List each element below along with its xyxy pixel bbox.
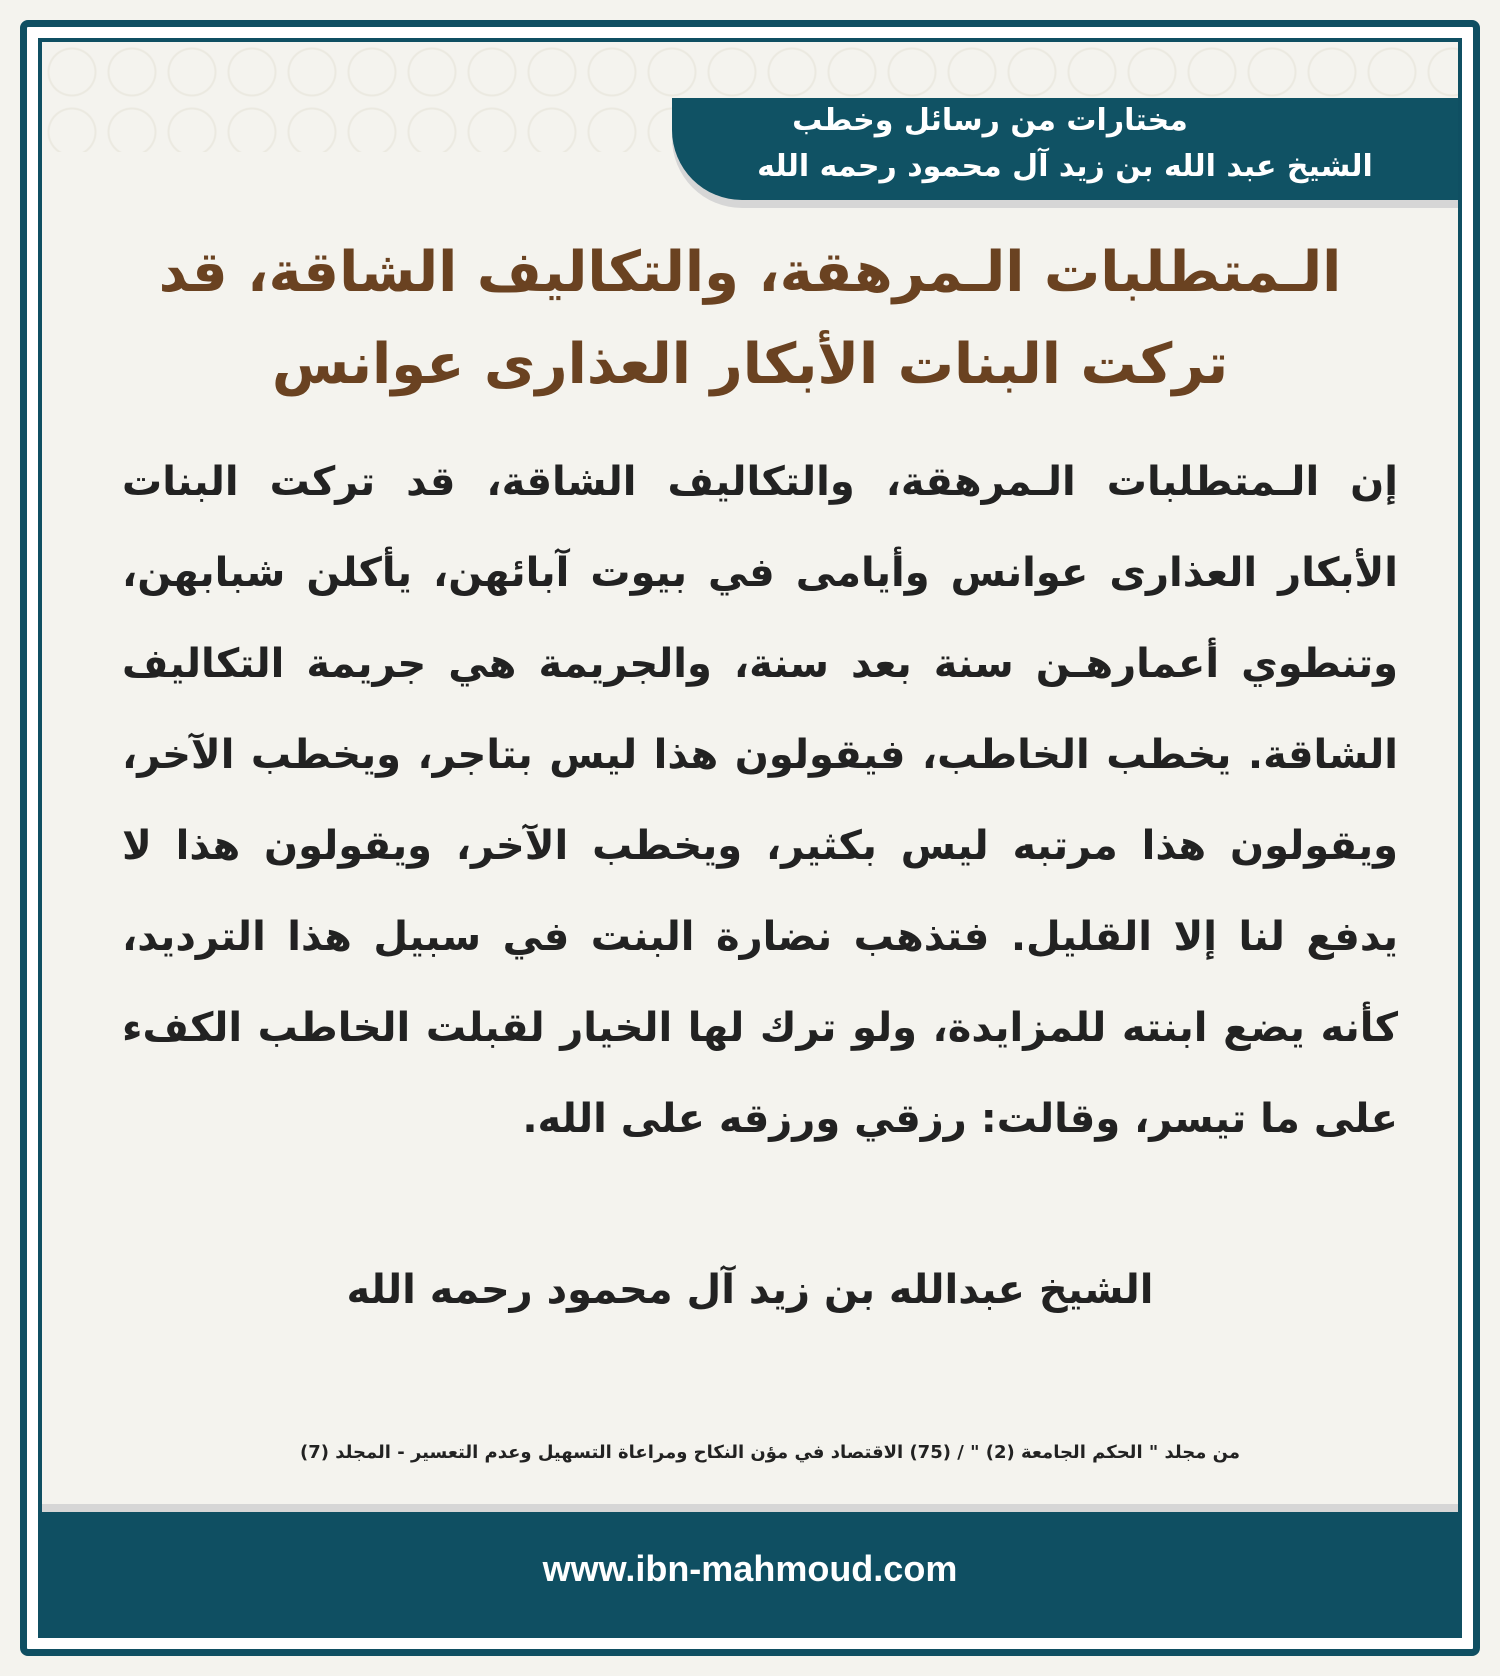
title-line-2: تركت البنات الأبكار العذارى عوانس (271, 332, 1229, 397)
title-line-1: الـمتطلبات الـمرهقة، والتكاليف الشاقة، قد (158, 240, 1342, 305)
header-line-2: الشيخ عبد الله بن زيد آل محمود رحمه الله (757, 149, 1373, 184)
header-band (672, 98, 1458, 200)
footer-band (42, 1504, 1458, 1634)
page-title (102, 227, 1398, 411)
body-text: إن الـمتطلبات الـمرهقة، والتكاليف الشاقة، قد تركت البنات الأبكار العذارى عوانس وأيامى في بيوت آبائهن، يأكلن شبابهن، وتنطوي أعمارهـن سنة بعد سنة، والجريمة هي جريمة التكاليف الشاقة. يخطب الخاطب، فيقولون هذا ليس بتاجر، ويخطب الآخر، ويقولون هذا مرتبه ليس بكثير، ويخطب الآخر، ويقولون هذا لا يدفع لنا إلا القليل. فتذهب نضارة البنت في سبيل هذا الترديد، كأنه يضع ابنته للمزايدة، ولو ترك لها الخيار لقبلت الخاطب الكفء على ما تيسر، وقالت: رزقي ورزقه على الله. (122, 459, 1398, 1142)
website-link[interactable]: www.ibn-mahmoud.com (542, 1548, 958, 1589)
citation: من مجلد " الحكم الجامعة (2) " / (75) الاقتصاد في مؤن النكاح ومراعاة التسهيل وعدم التعسير - المجلد (7) (299, 1442, 1240, 1463)
card (38, 38, 1462, 1638)
signature: الشيخ عبدالله بن زيد آل محمود رحمه الله (346, 1267, 1154, 1313)
header-line-1: مختارات من رسائل وخطب (792, 103, 1188, 138)
